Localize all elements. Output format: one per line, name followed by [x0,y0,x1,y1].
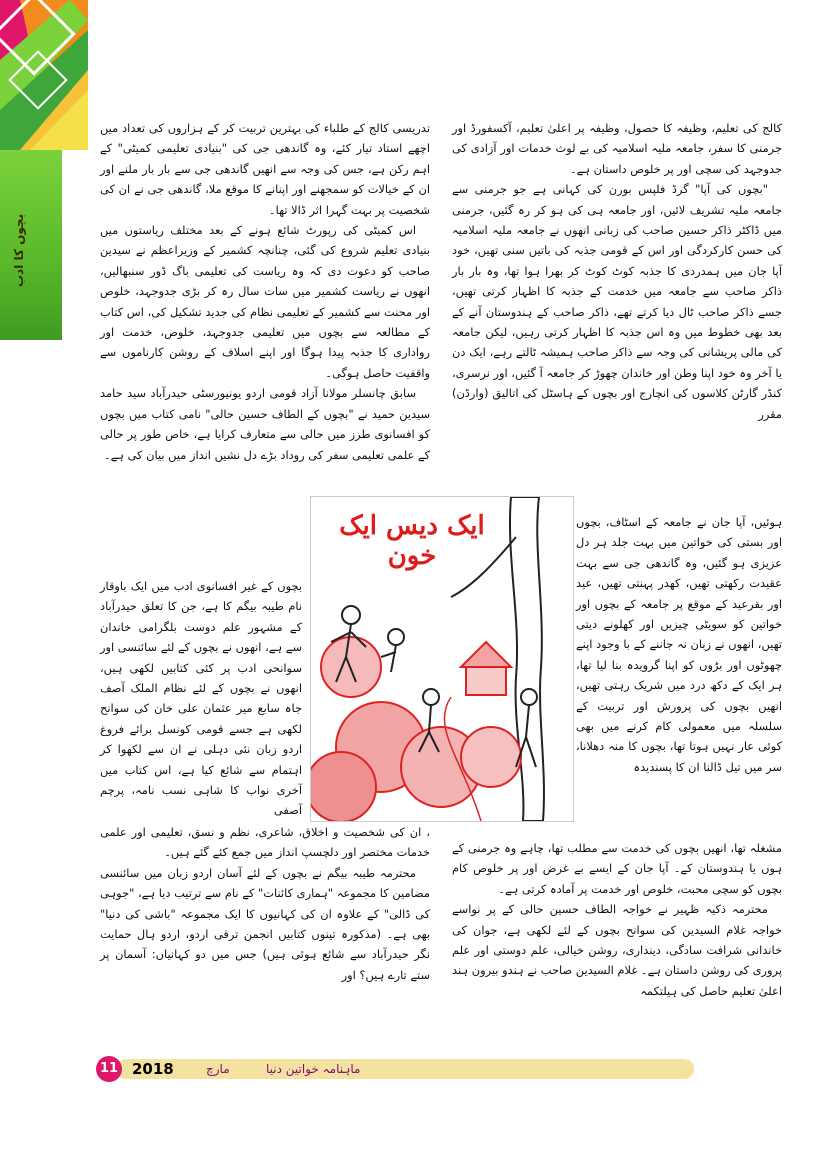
left-column-beside-image [100,576,302,821]
paragraph: "بچوں کی آپا" گرڈ فلپس بورن کی کہانی ہے جو جرمنی سے جامعہ ملیہ تشریف لائیں، اور جامعہ ہی کی ہو کر رہ گئیں، جرمنی میں ڈاکٹر ذاکر حسین صاحب کی زبانی انھوں نے جامعہ ملیہ اسلامیہ کی حسن کارکردگی اور اس کے قومی جذبہ کی باتیں سنی تھیں، خود آپا جان میں ہمدردی کا جذبہ کوٹ کوٹ کر بھرا ہوا تھا، وہ بار بار ذاکر صاحب سے جامعہ میں خدمت کے جذبہ کا اظہار کرتی تھیں، جسے ذاکر صاحب ٹال دیا کرتے تھے، ذاکر صاحب کے ہندوستان آنے کے بعد بھی خطوط میں وہ اس جذبہ کا اظہار کرتی رہیں، لیکن جامعہ کی مالی پریشانی کی وجہ سے ذاکر صاحب ہمیشہ ٹالتے رہے، ایک دن یا آخر وہ خود اپنا وطن اور خاندان چھوڑ کر جامعہ آ گئیں، اور نرسری، کنڈر گارٹن کلاسوں کی انچارج اور بچوں کے ہاسٹل کی اتالیق (وارڈن) مقرر [452,182,782,421]
paragraph: محترمہ ذکیہ ظہیر نے خواجہ الطاف حسین حالی کے پر نواسے خواجہ غلام السیدین کی سوانح بچوں کے لئے لکھی ہے، جوان کی خاندانی شرافت سادگی، دینداری، روشن خیالی، علم دوستی اور علم پروری کی روشن داستان ہے۔ غلام السیدین صاحب نے ہندو بیرون ہند اعلیٰ تعلیم حاصل کی ہیلتکمہ [452,902,782,998]
paragraph: مشغلہ تھا، انھیں بچوں کی خدمت سے مطلب تھا، چاہے وہ جرمنی کے ہوں یا ہندوستان کے۔ آپا جان کے ایسے بے غرض اور پر خلوص کام بچوں کو سچی محبت، خلوص اور خدمت پر آمادہ کرتی ہے۔ [452,841,782,896]
paragraph: اس کمیٹی کی رپورٹ شائع ہونے کے بعد مختلف ریاستوں میں بنیادی تعلیم شروع کی گئی، چنانچہ کشمیر کے وزیراعظم نے سیدین صاحب کو دعوت دی کہ وہ ریاست کی تعلیمی باگ ڈور سنبھالیں، انھوں نے ریاست کشمیر میں سات سال رہ کر بڑی جدوجہد، خلوص اور محنت سے کشمیر کے تعلیمی نظام کی جدید تشکیل کی، اس کتاب کے مطالعہ سے بچوں میں تعلیمی جدوجہد، خلوص، خدمت اور رواداری کا جذبہ پیدا ہوگا اور اپنے اسلاف کے روشن کارناموں سے واقفیت حاصل ہوگی۔ [100,223,430,380]
paragraph: بچوں کے غیر افسانوی ادب میں ایک باوقار نام طیبہ بیگم کا ہے، جن کا تعلق حیدرآباد کے مشہور علم دوست بلگرامی خاندان سے ہے، انھوں نے بچوں کے لئے سائنسی اور سوانحی ادب پر کئی کتابیں لکھی ہیں، انھوں نے بچوں کے لئے نظام الملک آصف جاہ سابع میر عثمان علی خان کی سوانح لکھی ہے جسے قومی کونسل برائے فروغ اردو زبان نئی دہلی نے ان سے لکھوا کر اہتمام سے شائع کیا ہے، اس کتاب میں آخری نواب کا شاہی نسب نامہ، پرچم آصفی [100,579,302,818]
footer-band [116,1059,694,1079]
paragraph: کالج کی تعلیم، وظیفہ کا حصول، وظیفہ پر اعلیٰ تعلیم، آکسفورڈ اور جرمنی کا سفر، جامعہ ملیہ اسلامیہ کی بے لوث خدمات اور آزادی کی جدوجہد کی سچی اور پر خلوص داستان ہے۔ [452,121,782,176]
issue-year: 2018 [132,1060,174,1078]
right-column-top [452,118,782,424]
corner-pattern-graphic [0,0,88,150]
issue-month: مارچ [206,1062,230,1076]
paragraph: ، ان کی شخصیت و اخلاق، شاعری، نظم و نسق، تعلیمی اور علمی خدمات مختصر اور دلچسپ انداز میں جمع کئے گئے ہیں۔ [100,825,430,860]
paragraph: ہوئیں، آپا جان نے جامعہ کے اسٹاف، بچوں اور بستی کی خواتین میں بہت جلد ہر دل عزیزی ہو گئیں، وہ گاندھی جی سے بہت عقیدت رکھتی تھیں، کھدر پہنتی تھیں، عید اور بقرعید کے موقع پر جامعہ کے بچوں اور خواتین کو سویٹی چیزیں اور کھلونے دیتی تھیں، انھوں نے زبان نہ جاننے کے با وجود اپنے چھوٹوں اور بڑوں کو اپنا گرویدہ بنا لیا تھا، ہر ایک کے دکھ درد میں شریک رہتی تھیں، انھیں بچوں کی پرورش اور تربیت کے سلسلہ میں معمولی کام کرنے میں بھی کوئی عار نہیں ہوتا تھا، بچوں کا منہ دھلانا، سر میں تیل ڈالنا ان کا پسندیدہ [576,515,782,774]
book-cover-illustration [310,496,574,822]
page-footer [96,1056,694,1082]
paragraph: تدریسی کالج کے طلباء کی بہترین تربیت کر کے ہزاروں کی تعداد میں اچھے استاد تیار کئے، وہ گاندھی جی کی "بنیادی تعلیمی کمیٹی" کے اہم رکن ہے، جس کی وجہ سے انھیں گاندھی جی سے بار بار ملنے اور ان کے خیالات کو سمجھنے اور اپنانے کا موقع ملا، گاندھی جی نے ان کی شخصیت پر بہت گہرا اثر ڈالا تھا۔ [100,121,430,217]
left-column-top [100,118,430,465]
magazine-name: ماہنامہ خواتین دنیا [266,1062,361,1076]
section-title: بچوں کا ادب [12,213,26,287]
right-column-beside-image [576,512,782,777]
corner-decoration [0,0,88,150]
right-column-bottom [452,838,782,1001]
left-column-bottom [100,822,430,985]
page-number: 11 [96,1056,122,1082]
illustration-title: ایک دیس ایک خون [339,511,485,571]
paragraph: محترمہ طیبہ بیگم نے بچوں کے لئے آسان اردو زبان میں سائنسی مضامین کا مجموعہ "ہماری کائنات" کے نام سے ترتیب دیا ہے، "جوہی کی ڈالی" کے علاوہ ان کی کہانیوں کا ایک مجموعہ "باشی کی دنیا" بھی ہے۔ (مذکورہ تینوں کتابیں انجمن ترقی اردو، اردو ہال حمایت نگر حیدرآباد سے شائع ہوئی ہیں) جس میں دو کہانیاں: آسمان پر ستے تارے ہیں؟ اور [100,865,430,982]
paragraph: سابق چانسلر مولانا آزاد قومی اردو یونیورسٹی حیدرآباد سید حامد سیدین حمید نے "بچوں کے الطاف حسین حالی" نامی کتاب میں بچوں کو افسانوی طرز میں حالی سے متعارف کرایا ہے، خاص طور پر حالی کے علمی تعلیمی سفر کی روداد بڑے دل نشیں انداز میں بیان کی ہے۔ [100,386,430,462]
